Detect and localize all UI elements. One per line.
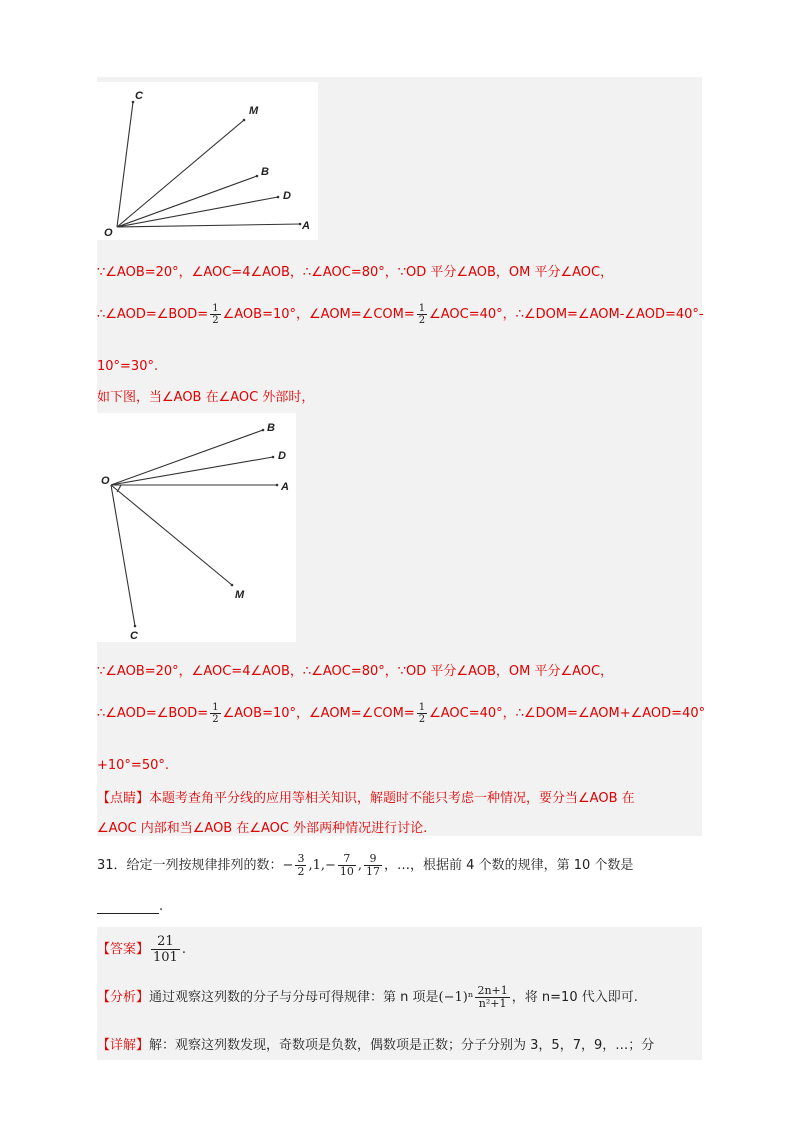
answer-end: .: [181, 942, 186, 957]
s1-line1: ∵∠AOB=20°，∠AOC=4∠AOB，∴∠AOC=80°，∵OD 平分∠AOB，OM 平分∠AOC，: [97, 265, 614, 280]
q31-prefix: 31．给定一列按规律排列的数：: [97, 858, 283, 873]
detail-tag: 【详解】: [97, 1038, 150, 1053]
label-b: B: [261, 166, 269, 178]
ray-oc: [117, 102, 133, 227]
ray-ob: [117, 176, 257, 227]
question-31: [97, 853, 633, 878]
s2-line1: ∵∠AOB=20°，∠AOC=4∠AOB，∴∠AOC=80°，∵OD 平分∠AOB，OM 平分∠AOC，: [97, 664, 614, 679]
ray-od: [117, 197, 278, 227]
answer-line: [97, 934, 186, 965]
s2-line2-b: ∠AOB=10°，∠AOM=∠COM=: [222, 706, 415, 721]
s2-line2-c: ∠AOC=40°，∴∠DOM=∠AOM+∠AOD=40°: [429, 706, 706, 721]
q31-blank-line: [97, 899, 163, 914]
fraction-half: $\frac{1}{2}$: [418, 702, 426, 725]
fraction-half: $\frac{1}{2}$: [418, 303, 426, 326]
s2-line2: [97, 702, 705, 725]
figure-angle-inside: [97, 82, 318, 240]
comment-text-1: 本题考查角平分线的应用等相关知识，解题时不能只考虑一种情况，要分当∠AOB 在: [149, 791, 635, 806]
s2-line2-a: ∴∠AOD=∠BOD=: [97, 706, 209, 721]
label-o: O: [101, 475, 110, 487]
label-c: C: [135, 90, 143, 102]
q31-suffix: ，…，根据前 4 个数的规律，第 10 个数是: [384, 858, 634, 873]
fraction-half: $\frac{1}{2}$: [212, 702, 219, 725]
s1-line2-b: ∠AOB=10°，∠AOM=∠COM=: [222, 307, 415, 322]
ray-oc: [111, 485, 135, 626]
figure1-svg: [97, 82, 318, 240]
answer-blank: [97, 901, 159, 914]
label-b: B: [267, 422, 275, 434]
s1-line2-c: ∠AOC=40°，∴∠DOM=∠AOM-∠AOD=40°-: [429, 307, 704, 322]
ray-od: [111, 457, 273, 485]
label-o: O: [104, 227, 113, 239]
analysis-power: (−1)ⁿ: [438, 990, 474, 1005]
analysis-line: [97, 985, 638, 1010]
q31-frac-4: $\frac{9}{17}$: [366, 852, 381, 878]
label-c: C: [130, 630, 138, 642]
comment-tag: 【点睛】: [97, 791, 150, 806]
analysis-text-a: 通过观察这列数的分子与分母可得规律：第 n 项是: [149, 990, 439, 1005]
label-m: M: [249, 105, 259, 117]
blank-end: .: [159, 899, 164, 914]
ray-ob: [111, 430, 263, 485]
detail-line: [97, 1034, 654, 1053]
q31-t1-sign: −: [282, 858, 294, 873]
analysis-fraction: $\frac{2n+1}{\text{n²+1}}$: [477, 984, 508, 1010]
q31-frac-1: $\frac{3}{2}$: [297, 852, 305, 878]
answer-fraction: $\frac{21}{101}$: [153, 934, 178, 965]
s1-line3: 10°=30°.: [97, 359, 159, 374]
label-a: A: [302, 220, 310, 232]
q31-t2: ,1,−: [308, 858, 336, 873]
ray-om: [117, 120, 244, 227]
label-d: D: [278, 450, 286, 462]
s2-line3: +10°=50°.: [97, 758, 170, 773]
q31-frac-3: $\frac{7}{10}$: [339, 852, 354, 878]
q31-sep: ,: [357, 858, 363, 873]
answer-tag: 【答案】: [97, 942, 150, 957]
label-d: D: [283, 190, 291, 202]
ray-om: [111, 485, 232, 585]
s2-comment-2: ∠AOC 内部和当∠AOB 在∠AOC 外部两种情况进行讨论.: [97, 821, 428, 836]
label-a: A: [281, 481, 289, 493]
analysis-text-b: ，将 n=10 代入即可.: [511, 990, 638, 1005]
s2-comment-1: [97, 787, 635, 806]
figure-angle-outside: [97, 413, 296, 642]
s1-line4: 如下图，当∠AOB 在∠AOC 外部时，: [97, 390, 315, 405]
label-m: M: [235, 589, 245, 601]
analysis-tag: 【分析】: [97, 990, 150, 1005]
fraction-half: $\frac{1}{2}$: [212, 303, 219, 326]
detail-text: 解：观察这列数发现，奇数项是负数，偶数项是正数；分子分别为 3，5，7，9，…；分: [149, 1038, 655, 1053]
s1-line2: [97, 303, 704, 326]
figure2-svg: [97, 413, 296, 642]
ray-oa: [117, 224, 300, 227]
s1-line2-a: ∴∠AOD=∠BOD=: [97, 307, 209, 322]
